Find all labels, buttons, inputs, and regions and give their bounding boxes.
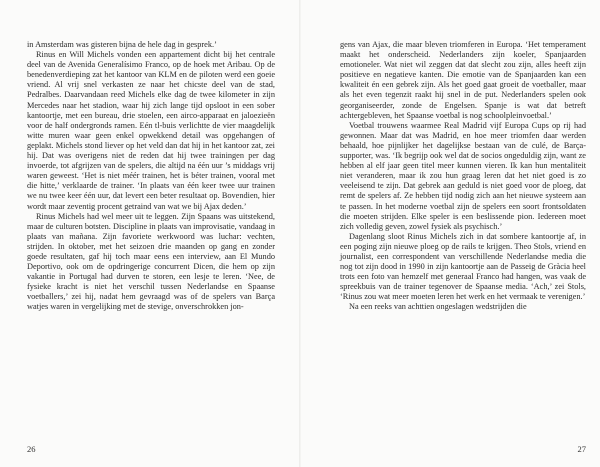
- paragraph: Na een reeks van achttien ongeslagen wedstrijden die: [349, 302, 527, 312]
- paragraph: in Amsterdam was gisteren bijna de hele dag in gesprek.’: [27, 40, 217, 49]
- paragraph: Dagenlang sloot Rinus Michels zich in dat sombere kantoortje af, in een poging zijn nieuwe ploeg op de rails te krijgen. Theo Stols, vriend en journalist, een correspondent van verschillende Nederlandse media die nog tot zijn dood in 1990 in zijn kantoortje aan de Passeig de Gràcia heel trots een foto van hemzelf met generaal Franco had hangen, was vaak de spreekbuis van de trainer tegenover de Spaanse media. ‘Ach,’ zei Stols, ‘Rinus zou wat meer moeten leren het werk en het vermaak te verenigen.’: [340, 231, 586, 302]
- right-page-body: [340, 40, 586, 313]
- page-number: 26: [27, 444, 36, 454]
- paragraph: Rinus en Will Michels vonden een appartement dicht bij het centrale deel van de Avenida Generalísimo Franco, op de hoek met Aribau. Op de benedenverdieping zat het kantoor van KLM en de piloten werd een goeie vriend. Al vrij snel verkasten ze naar het chicste deel van de stad, Pedralbes. Daarvandaan reed Michels elke dag de twee kilometer in zijn Mercedes naar het stadion, waar hij zich lange tijd opsloot in een sober kantoortje, met een bureau, drie stoelen, een airco-apparaat en jaloezieën voor de half ondergronds ramen. Eén tl-buis verlichtte de vier maagdelijk witte muren waar geen enkel opwekkend detail was opgehangen of geplakt. Michels stond liever op het veld dan dat hij in het kantoor zat, zei hij. Dat was overigens niet de reden dat hij twee trainingen per dag invoerde, tot afgrijzen van de spelers, die altijd na één uur ’s middags vrij waren geweest. ‘Het is niet méér trainen, het is béter trainen, vooral met die hitte,’ verklaarde de trainer. ‘In plaats van één keer twee uur trainen we nu twee keer één uur, dat levert een beter resultaat op. Bovendien, hier wordt maar zeventig procent getraind van wat we bij Ajax deden.’: [27, 50, 275, 211]
- left-page-body: [27, 40, 275, 313]
- page-number: 27: [577, 444, 586, 454]
- paragraph: Rinus Michels had wel meer uit te leggen. Zijn Spaans was uitstekend, maar de culturen botsten. Discipline in plaats van improvisatie, vandaag in plaats van mañana. Zijn favoriete werkwoord was luchar: vechten, strijden. In oktober, met het seizoen drie maanden op gang en zonder goede resultaten, gaf hij toch maar eens een interview, aan El Mundo Deportivo, ook om de opdringerige concurrent Dicen, die hem op zijn vakantie in Portugal had durven te storen, een lesje te leren. ‘Nee, de fysieke kracht is niet het verschil tussen Nederlandse en Spaanse voetballers,’ zei hij, nadat hem gevraagd was of de spelers van Barça watjes waren in vergelijking met de stevige, onverschrokken jon-: [27, 211, 275, 312]
- right-page: [300, 0, 600, 467]
- paragraph: Voetbal trouwens waarmee Real Madrid vijf Europa Cups op rij had gewonnen. Maar dat was Madrid, en hoe meer triomfen daar werden behaald, hoe pijnlijker het dagelijkse bestaan van de culé, de Barça-supporter, was. ‘Ik begrijp ook wel dat de socios ongeduldig zijn, want ze hebben al elf jaar geen titel meer kunnen vieren. Ik kan hun mentaliteit niet veranderen, maar ik zou hun graag leren dat het niet goed is zo veeleisend te zijn. Dat gebrek aan geduld is niet goed voor de ploeg, dat remt de spelers af. Ze hebben tijd nodig zich aan het nieuwe systeem aan te passen. In het moderne voetbal zijn de spelers een soort frontsoldaten die moeten strijden. Elke speler is een beslissende pion. Iedereen moet zich volledig geven, zowel fysiek als psychisch.’: [340, 120, 586, 231]
- paragraph: gens van Ajax, die maar bleven triomferen in Europa. ‘Het temperament maakt het onderscheid. Nederlanders zijn koeler, Spanjaarden emotioneler. Wat niet wil zeggen dat dat slecht zou zijn, alles heeft zijn positieve en negatieve kanten. Die emotie van de Spanjaarden kan een kwaliteit én een gebrek zijn. Als het goed gaat groeit de voetballer, maar als het even tegenzit raakt hij snel in de put. Nederlanders spelen ook georganiseerder, zonde de Engelsen. Spanje is wat dat betreft achtergebleven, het Spaanse voetbal is nog schoolpleinvoetbal.’: [340, 40, 586, 120]
